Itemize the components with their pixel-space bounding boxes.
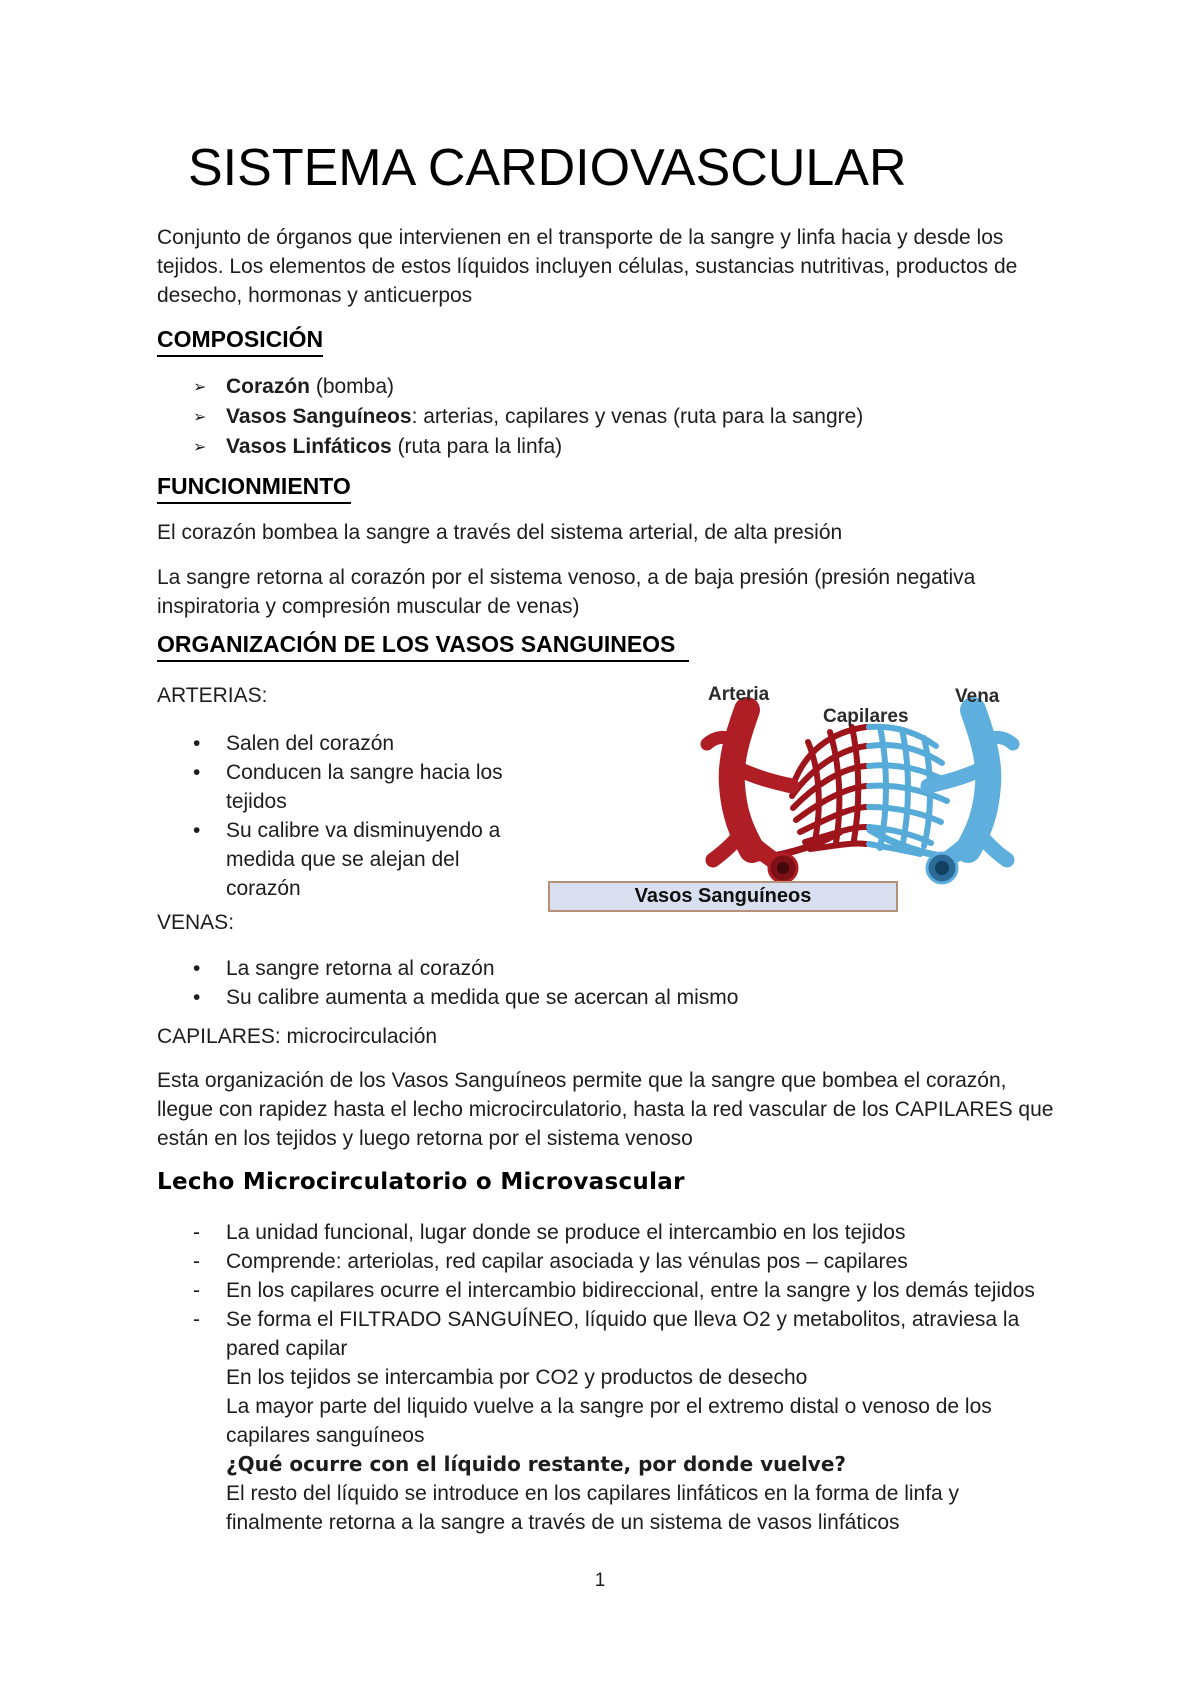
list-item	[193, 432, 863, 462]
figure-caption-box: Vasos Sanguíneos	[548, 881, 898, 912]
list-item-text: Su calibre va disminuyendo a medida que se alejan del corazón	[226, 819, 501, 900]
list-item-text: Conducen la sangre hacia los tejidos	[226, 761, 503, 813]
list-item	[193, 1305, 1044, 1363]
intro-paragraph: Conjunto de órganos que intervienen en el transporte de la sangre y linfa hacia y desde los tejidos. Los elementos de estos líquidos incluyen células, sustancias nutritivas, productos de desecho, hormonas y anticuerpos	[157, 226, 1018, 307]
list-item	[193, 983, 1044, 1012]
dot-bullet-icon: •	[193, 986, 201, 1009]
arrow-bullet-icon: ➢	[193, 379, 207, 396]
funcionamiento-paragraph-2: La sangre retorna al corazón por el sistema venoso, a de baja presión (presión negativa inspiratoria y compresión muscular de venas)	[157, 566, 976, 618]
figure-label-vena: Vena	[955, 686, 1000, 707]
page-title: SISTEMA CARDIOVASCULAR	[188, 139, 907, 197]
heading-organizacion-text: ORGANIZACIÓN DE LOS VASOS SANGUINEOS	[157, 629, 689, 662]
list-item-text	[226, 432, 562, 462]
venas-list	[193, 954, 1044, 1012]
lecho-list	[193, 1218, 1044, 1537]
answer-line	[193, 1479, 1044, 1537]
list-continuation	[193, 1392, 1044, 1450]
arrow-bullet-icon: ➢	[193, 409, 207, 426]
dash-bullet	[193, 1450, 226, 1479]
dot-bullet-icon: •	[193, 957, 201, 980]
term: Corazón	[226, 375, 310, 398]
question-line	[193, 1450, 1044, 1479]
composicion-list	[193, 372, 863, 462]
list-item-text	[226, 372, 394, 402]
dash-bullet: -	[193, 1250, 200, 1273]
list-item-text: La sangre retorna al corazón	[226, 957, 495, 980]
list-item-text: Su calibre aumenta a medida que se acercan al mismo	[226, 986, 739, 1009]
term: Vasos Sanguíneos	[226, 405, 412, 428]
question-text: ¿Qué ocurre con el líquido restante, por donde vuelve?	[226, 1452, 847, 1476]
heading-composicion	[157, 324, 323, 357]
vein-cross-section	[927, 853, 957, 883]
list-item	[193, 816, 526, 903]
list-item	[193, 1247, 1044, 1276]
list-item-text: La mayor parte del liquido vuelve a la sangre por el extremo distal o venoso de los capilares sanguíneos	[226, 1395, 992, 1447]
list-item	[193, 954, 1044, 983]
definition: : arterias, capilares y venas (ruta para la sangre)	[411, 405, 864, 428]
list-item-text: Se forma el FILTRADO SANGUÍNEO, líquido que lleva O2 y metabolitos, atraviesa la pared capilar	[226, 1308, 1020, 1360]
list-item-text: En los tejidos se intercambia por CO2 y productos de desecho	[226, 1366, 808, 1389]
heading-composicion-text: COMPOSICIÓN	[157, 324, 323, 357]
blood-vessels-figure	[690, 680, 1035, 887]
dash-bullet	[193, 1363, 226, 1392]
dot-bullet-icon: •	[193, 732, 201, 755]
dash-bullet: -	[193, 1221, 200, 1244]
dot-bullet-icon: •	[193, 819, 201, 842]
organizacion-summary: Esta organización de los Vasos Sanguíneos permite que la sangre que bombea el corazón, llegue con rapidez hasta el lecho microcirculatorio, hasta la red vascular de los CAPILARES que están en los tejidos y luego retorna por el sistema venoso	[157, 1069, 1054, 1150]
dash-bullet	[193, 1479, 226, 1537]
capillary-mesh-red	[792, 727, 866, 849]
list-item	[193, 1218, 1044, 1247]
funcionamiento-paragraph-1: El corazón bombea la sangre a través del sistema arterial, de alta presión	[157, 521, 843, 544]
dash-bullet	[193, 1392, 226, 1450]
list-item	[193, 372, 863, 402]
heading-funcionamiento-text: FUNCIONMIENTO	[157, 471, 351, 504]
dash-bullet: -	[193, 1308, 200, 1331]
definition: (bomba)	[310, 375, 395, 398]
arterias-list	[193, 729, 526, 903]
term: Vasos Linfáticos	[226, 435, 392, 458]
artery-cross-section	[769, 854, 797, 882]
list-item	[193, 758, 526, 816]
list-item	[193, 729, 526, 758]
arterias-label: ARTERIAS:	[157, 684, 268, 707]
list-item-text: Comprende: arteriolas, red capilar asociada y las vénulas pos – capilares	[226, 1250, 908, 1273]
list-item-text: En los capilares ocurre el intercambio bidireccional, entre la sangre y los demás tejidos	[226, 1279, 1035, 1302]
page-number: 1	[594, 1570, 606, 1591]
venas-label: VENAS:	[157, 911, 235, 934]
list-item	[193, 402, 863, 432]
list-item-text: La unidad funcional, lugar donde se produce el intercambio en los tejidos	[226, 1221, 906, 1244]
arrow-bullet-icon: ➢	[193, 439, 207, 456]
list-item-text	[226, 402, 863, 432]
definition: (ruta para la linfa)	[391, 435, 563, 458]
figure-label-arteria: Arteria	[708, 684, 770, 705]
dot-bullet-icon: •	[193, 761, 201, 784]
list-item	[193, 1276, 1044, 1305]
capilares-line: CAPILARES: microcirculación	[157, 1025, 438, 1048]
figure-label-capilares: Capilares	[823, 706, 909, 727]
dash-bullet: -	[193, 1279, 200, 1302]
vein-shape	[928, 710, 1013, 865]
heading-funcionamiento	[157, 471, 351, 504]
heading-organizacion	[157, 629, 689, 662]
list-continuation	[193, 1363, 1044, 1392]
list-item-text: Salen del corazón	[226, 732, 395, 755]
heading-lecho: Lecho Microcirculatorio o Microvascular	[157, 1169, 685, 1195]
answer-text: El resto del líquido se introduce en los capilares linfáticos en la forma de linfa y finalmente retorna a la sangre a través de un sistema de vasos linfáticos	[226, 1482, 960, 1534]
artery-shape	[707, 710, 792, 865]
